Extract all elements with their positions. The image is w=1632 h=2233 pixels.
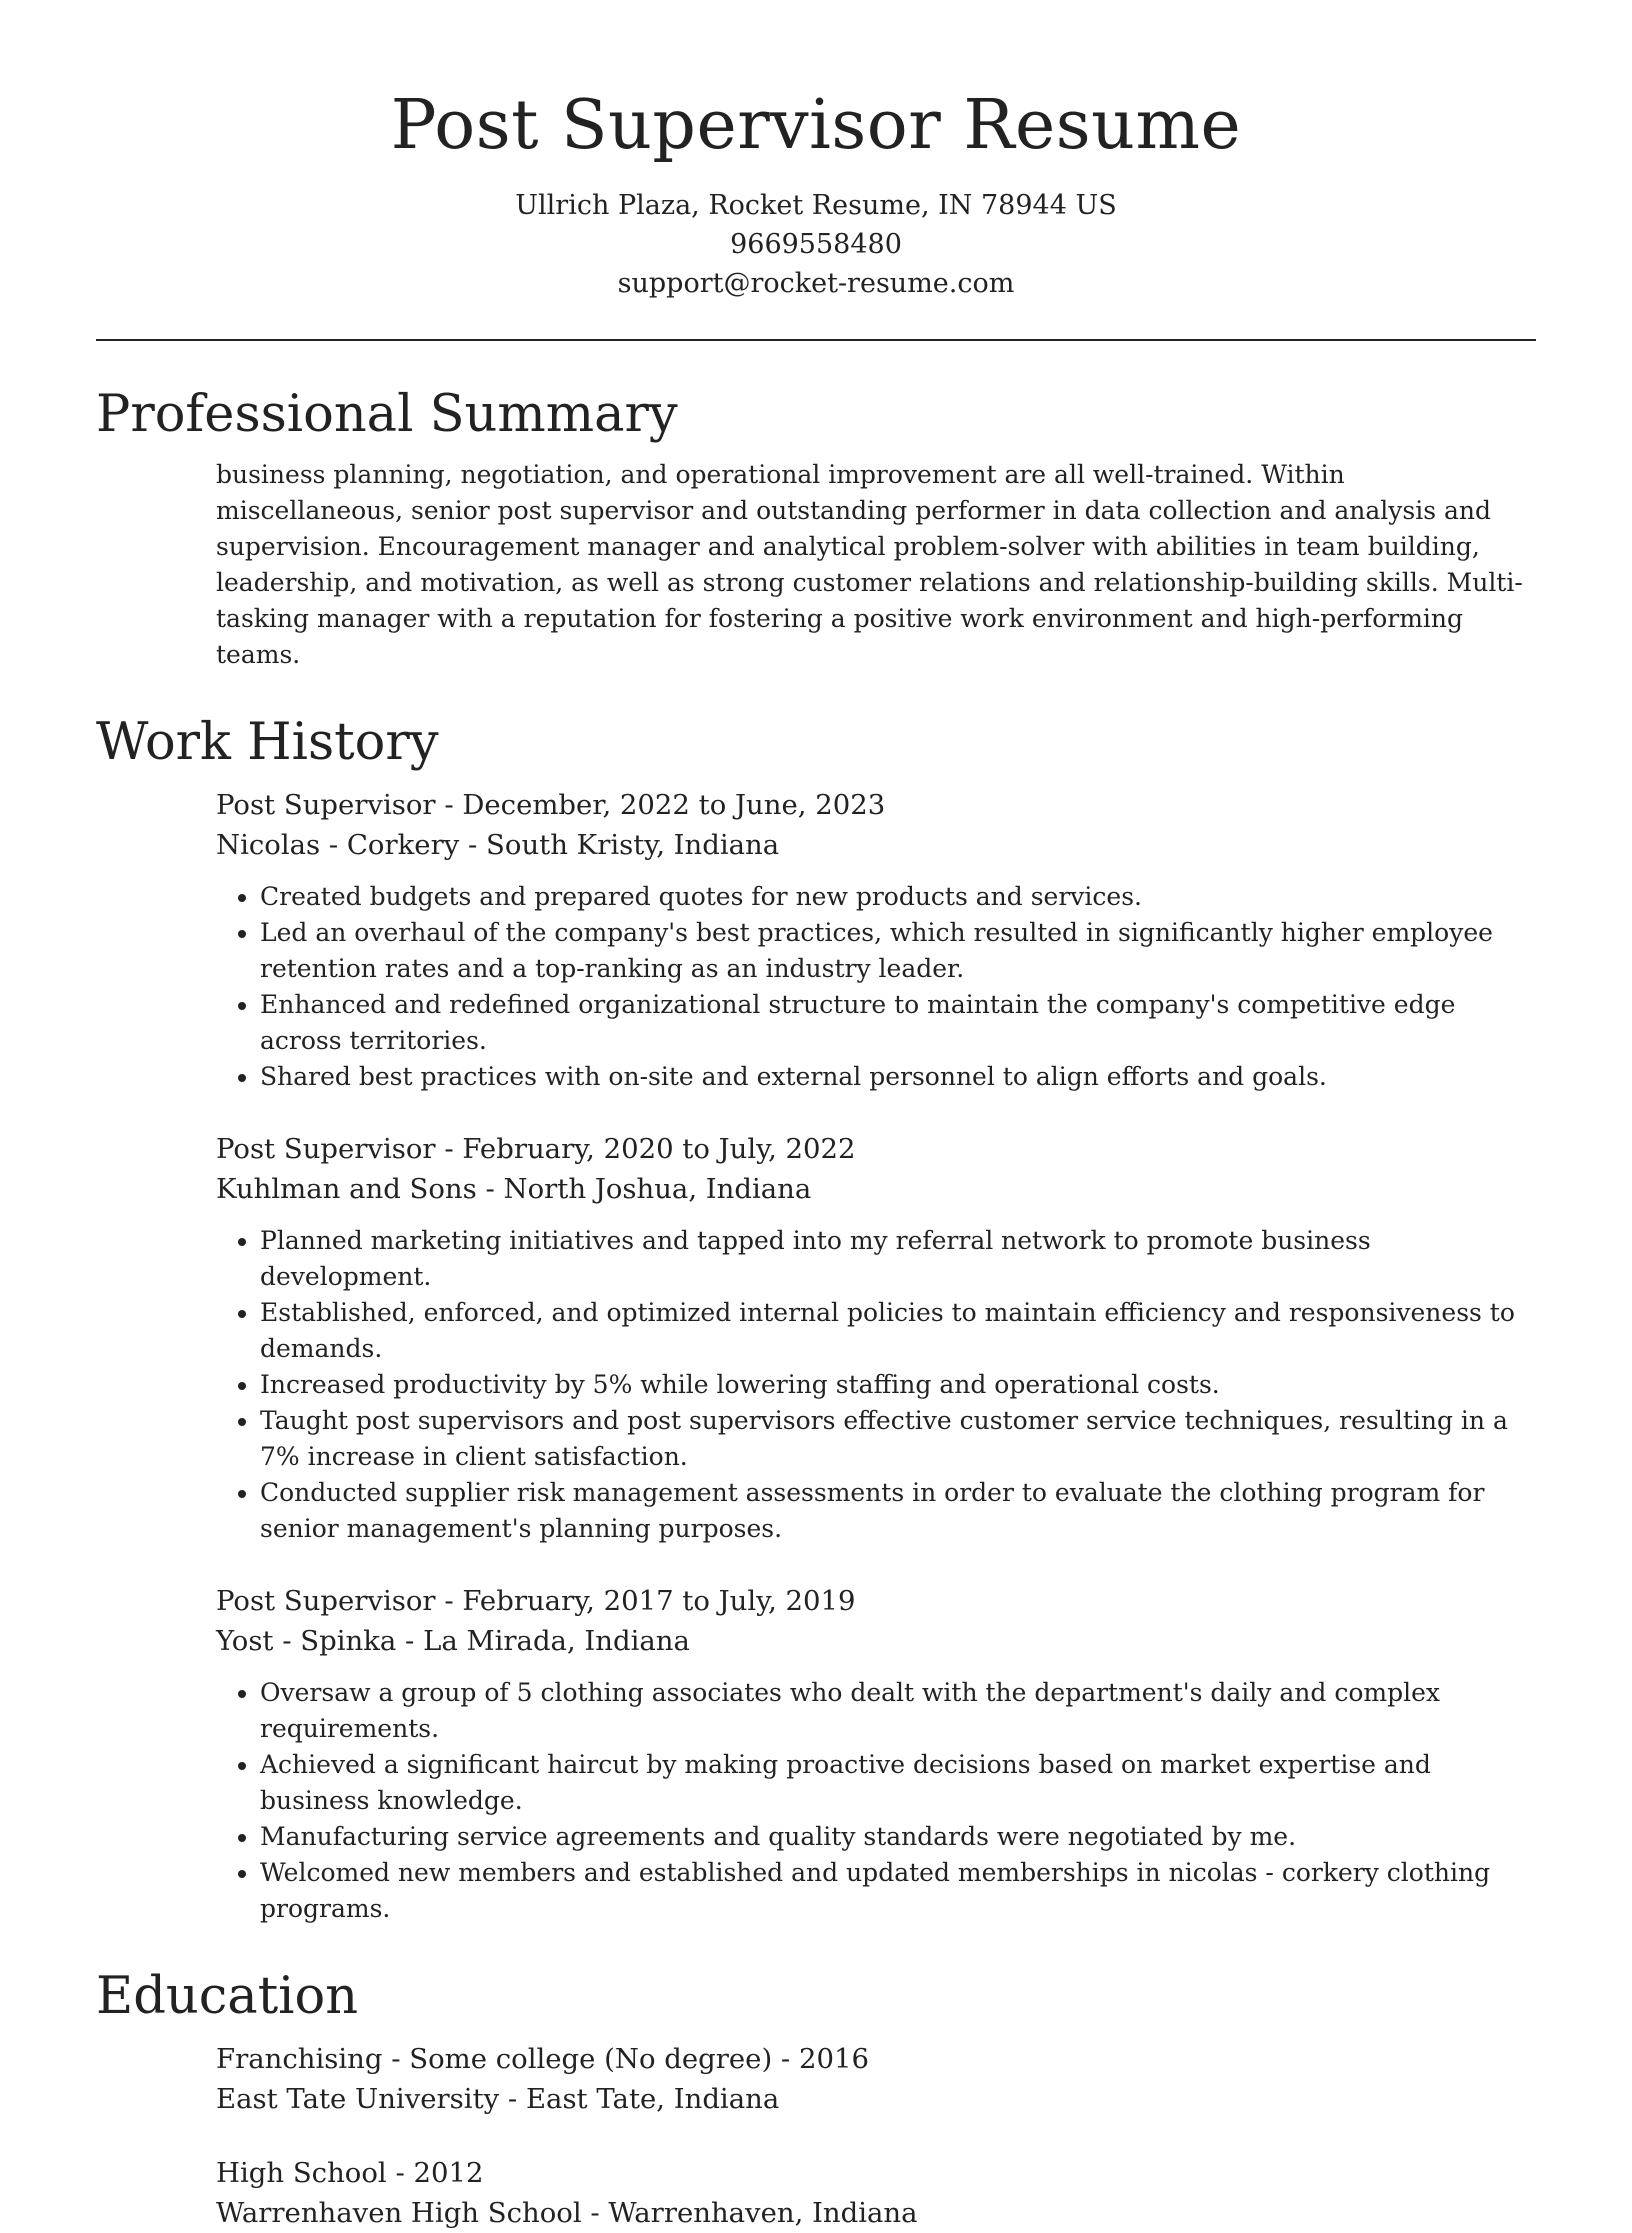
job-company: Yost - Spinka [216,1625,397,1657]
contact-address: Ullrich Plaza, Rocket Resume, IN 78944 US [515,190,1117,221]
job-bullet: • Taught post supervisors and post supervisors effective customer service techniques, resulting in a 7% increase in client satisfaction. [260,1403,1536,1475]
education-school: East Tate University [216,2083,500,2115]
job-bullet: • Led an overhaul of the company's best practices, which resulted in significantly higher employee retention rates and a top-ranking as an industry leader. [260,915,1536,987]
job-title: Post Supervisor [216,1585,436,1617]
job-company: Kuhlman and Sons [216,1173,477,1205]
job-bullet: • Shared best practices with on-site and external personnel to align efforts and goals. [260,1059,1536,1095]
contact-email: support@rocket-resume.com [617,268,1015,299]
job-bullets [216,879,1536,1095]
job-location: La Mirada, Indiana [423,1625,690,1657]
job-bullet: • Increased productivity by 5% while lowering staffing and operational costs. [260,1367,1536,1403]
education-school-line: East Tate University - East Tate, Indiana [216,2083,780,2115]
education-field: High School [216,2157,387,2189]
job-entry [216,1581,1536,1927]
summary-section [216,457,1536,673]
job-bullet: • Created budgets and prepared quotes for new products and services. [260,879,1536,915]
job-company-line: Yost - Spinka - La Mirada, Indiana [216,1625,690,1657]
education-location: Warrenhaven, Indiana [608,2197,918,2229]
education-section [216,2039,1536,2233]
education-year: 2016 [798,2043,869,2075]
job-bullet: • Manufacturing service agreements and quality standards were negotiated by me. [260,1819,1536,1855]
education-school-line: Warrenhaven High School - Warrenhaven, Indiana [216,2197,918,2229]
job-bullets [216,1223,1536,1547]
job-location: North Joshua, Indiana [503,1173,812,1205]
resume-title: Post Supervisor Resume [390,86,1242,165]
contact-info [96,186,1536,303]
education-degree-line: Franchising - Some college (No degree) - 2016 [216,2043,869,2075]
job-title-line: Post Supervisor - December, 2022 to June, 2023 [216,789,886,821]
work-history-heading: Work History [96,713,439,772]
job-company-line: Kuhlman and Sons - North Joshua, Indiana [216,1173,812,1205]
work-history-section [216,785,1536,1927]
summary-text: business planning, negotiation, and operational improvement are all well-trained. Within miscellaneous, senior post supervisor and outstanding performer in data collection and analysis and supervision. Encouragement manager and analytical problem-solver with abilities in team building, leadership, and motivation, as well as strong customer relations and relationship-building skills. Multi-tasking manager with a reputation for fostering a positive work environment and high-performing teams. [216,460,1523,669]
job-company: Nicolas - Corkery [216,829,460,861]
job-title-line: Post Supervisor - February, 2017 to July, 2019 [216,1585,856,1617]
job-dates: December, 2022 to June, 2023 [462,789,886,821]
resume-header [96,0,1536,303]
job-bullet: • Planned marketing initiatives and tapped into my referral network to promote business development. [260,1223,1536,1295]
education-year: 2012 [413,2157,484,2189]
job-bullet: • Achieved a significant haircut by making proactive decisions based on market expertise and business knowledge. [260,1747,1536,1819]
job-bullet: • Established, enforced, and optimized internal policies to maintain efficiency and responsiveness to demands. [260,1295,1536,1367]
summary-heading: Professional Summary [96,385,678,444]
education-school: Warrenhaven High School [216,2197,582,2229]
education-heading: Education [96,1967,359,2026]
job-location: South Kristy, Indiana [486,829,780,861]
job-dates: February, 2020 to July, 2022 [462,1133,856,1165]
job-title-line: Post Supervisor - February, 2020 to July, 2022 [216,1133,856,1165]
job-title: Post Supervisor [216,789,436,821]
header-divider [96,339,1536,341]
job-entry [216,785,1536,1095]
education-field: Franchising [216,2043,383,2075]
job-bullet: • Conducted supplier risk management assessments in order to evaluate the clothing program for senior management's planning purposes. [260,1475,1536,1547]
job-bullet: • Welcomed new members and established and updated memberships in nicolas - corkery clothing programs. [260,1855,1536,1927]
education-degree-line: High School - 2012 [216,2157,484,2189]
education-degree: Some college (No degree) [409,2043,773,2075]
job-entry [216,1129,1536,1547]
education-location: East Tate, Indiana [525,2083,780,2115]
job-title: Post Supervisor [216,1133,436,1165]
job-company-line: Nicolas - Corkery - South Kristy, Indiana [216,829,780,861]
job-dates: February, 2017 to July, 2019 [462,1585,856,1617]
job-bullet: • Oversaw a group of 5 clothing associates who dealt with the department's daily and complex requirements. [260,1675,1536,1747]
education-entry [216,2153,1536,2233]
job-bullets [216,1675,1536,1927]
contact-phone: 9669558480 [730,229,902,260]
job-bullet: • Enhanced and redefined organizational structure to maintain the company's competitive edge across territories. [260,987,1536,1059]
education-entry [216,2039,1536,2119]
